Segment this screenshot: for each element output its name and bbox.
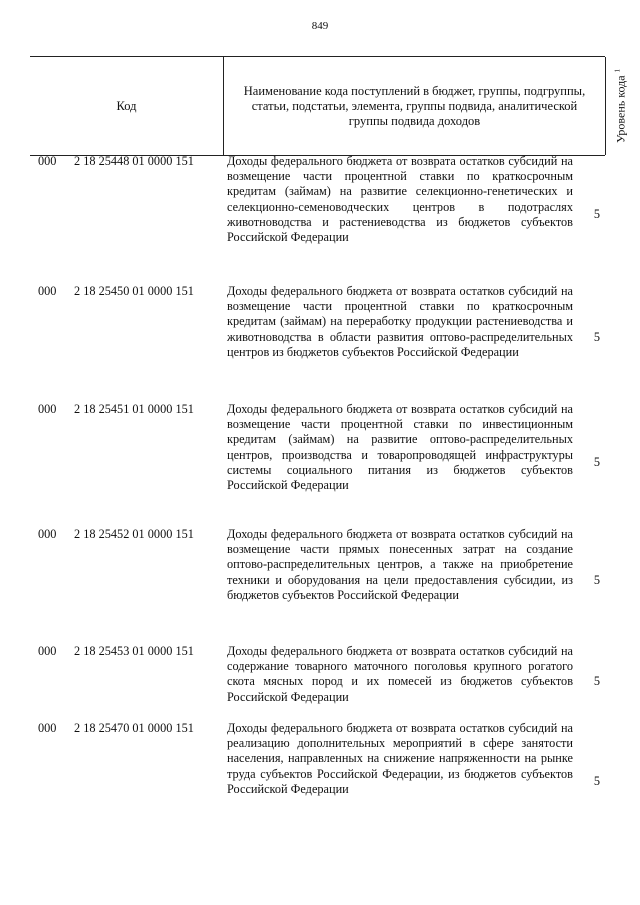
code-level: 5 [593,573,601,587]
admin-code: 000 [38,154,57,168]
header-level-text [614,69,629,143]
code-name: Доходы федерального бюджета от возврата остатков субсидий на возмещение части процентной ставки по краткосрочным кредитам (займам) на переработку продукции растениеводства и животноводства в области развития оптово-распределительных центров из бюджетов субъектов Российской Федерации [227,284,573,359]
admin-code: 000 [38,721,57,735]
code-name: Доходы федерального бюджета от возврата остатков субсидий на возмещение части процентной ставки по краткосрочным кредитам (займам) на развитие селекционно-генетических и селекционно-семеноводческих центров в подотраслях животноводства и растениеводства из бюджетов субъектов Российской Федерации [227,154,573,245]
budget-code: 2 18 25448 01 0000 151 [74,154,194,168]
code-level: 5 [593,674,601,688]
code-level: 5 [593,330,601,344]
budget-code: 2 18 25450 01 0000 151 [74,284,194,298]
code-level: 5 [593,455,601,469]
admin-code: 000 [38,402,57,416]
header-level [606,57,636,155]
code-name: Доходы федерального бюджета от возврата остатков субсидий на возмещение части процентной ставки по инвестиционным кредитам (займам) на развитие оптово-распределительных центров, производства и товаропроводящей инфраструктуры системы социального питания из бюджетов субъектов Российской Федерации [227,402,573,493]
page-number: 849 [311,20,329,32]
code-level: 5 [593,774,601,788]
header-level-footnote: 1 [613,68,622,73]
admin-code: 000 [38,527,57,541]
admin-code: 000 [38,284,57,298]
code-name: Доходы федерального бюджета от возврата остатков субсидий на возмещение части прямых понесенных затрат на создание оптово-распределительных центров, а также на приобретение техники и оборудования на цели предоставления субсидии, из бюджетов субъектов Российской Федерации [227,527,573,602]
header-code: Код [116,98,137,113]
code-level: 5 [593,207,601,221]
header-name: Наименование кода поступлений в бюджет, группы, подгруппы, статьи, подстатьи, элемента, группы подвида, аналитической группы подвида доходов [223,57,606,155]
header-level-label: Уровень кода [613,75,628,144]
code-name: Доходы федерального бюджета от возврата остатков субсидий на содержание товарного маточного поголовья крупного рогатого скота мясных пород и их помесей из бюджетов субъектов Российской Федерации [227,644,573,704]
admin-code: 000 [38,644,57,658]
budget-code: 2 18 25451 01 0000 151 [74,402,194,416]
table-header [30,56,628,156]
budget-code: 2 18 25470 01 0000 151 [74,721,194,735]
budget-code: 2 18 25453 01 0000 151 [74,644,194,658]
budget-code: 2 18 25452 01 0000 151 [74,527,194,541]
code-name: Доходы федерального бюджета от возврата остатков субсидий на реализацию дополнительных мероприятий в сфере занятости населения, направленных на снижение напряженности на рынке труда субъектов Российской Федерации, из бюджетов субъектов Российской Федерации [227,721,573,796]
